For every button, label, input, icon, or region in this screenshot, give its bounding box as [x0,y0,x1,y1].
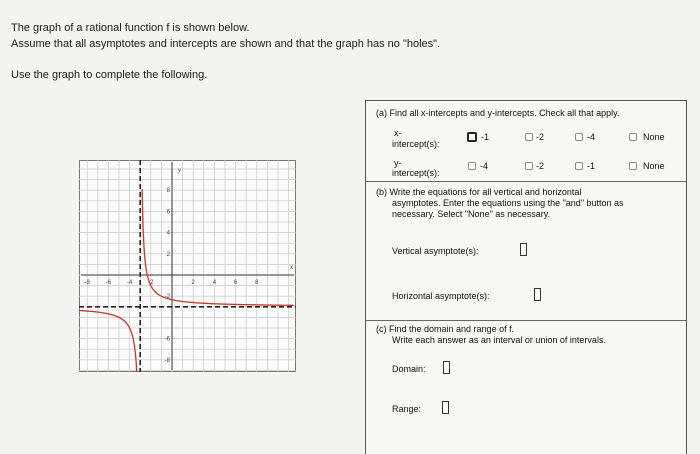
x-intercept-option-none-label: None [643,132,665,142]
x-intercept-option-1-checkbox[interactable] [467,132,477,142]
y-intercept-option-2-checkbox[interactable] [525,162,533,170]
y-intercept-label-line2: intercept(s): [392,168,440,178]
x-tick-label: -4 [126,280,133,286]
x-intercept-option-3-label: -4 [587,132,596,142]
divider-a-b [366,181,686,182]
y-tick-label: -6 [164,336,170,343]
vertical-asymptote-input[interactable] [520,243,527,256]
y-intercept-option-1-checkbox[interactable] [468,162,476,170]
horizontal-asymptote-label: Horizontal asymptote(s): [392,291,490,301]
x-intercept-option-2-checkbox[interactable] [525,133,533,141]
y-intercept-option-2-label: -2 [536,161,545,171]
range-label: Range: [392,404,422,414]
y-tick-label: 6 [166,209,170,216]
x-intercept-option-none-checkbox[interactable] [629,133,637,141]
vertical-asymptote-label: Vertical asymptote(s): [392,246,479,256]
y-intercept-option-none-checkbox[interactable] [629,162,637,170]
y-tick-label: 4 [166,230,170,237]
graph-frame [80,161,296,372]
x-tick-label: -2 [148,280,154,286]
part-b-prompt-line1: (b) Write the equations for all vertical and horizontal [376,187,582,197]
range-input[interactable] [442,401,449,414]
domain-label: Domain: [392,364,426,374]
x-tick-label: 8 [255,280,259,286]
y-axis-label: y [178,166,182,174]
x-intercept-label-line1: x- [394,128,402,138]
x-tick-label: 2 [191,280,195,286]
intro-line-1: The graph of a rational function f is shown below. [11,22,250,34]
x-intercept-option-1-label: -1 [481,132,490,142]
x-tick-label: -8 [84,280,90,286]
part-c-prompt-line1: (c) Find the domain and range of f. [376,324,515,334]
y-tick-label: 2 [166,251,170,258]
y-tick-label: -2 [164,294,170,301]
x-tick-label: 4 [212,280,217,286]
intro-line-3: Use the graph to complete the following. [11,69,208,81]
horizontal-asymptote-input[interactable] [534,288,541,301]
y-intercept-label-line1: y- [394,158,402,168]
x-intercept-option-2-label: -2 [536,132,545,142]
y-intercept-option-none-label: None [643,161,665,171]
divider-b-c [366,320,686,321]
part-c-prompt-line2: Write each answer as an interval or union of intervals. [392,335,606,345]
x-tick-label: 6 [233,280,238,286]
y-intercept-option-3-checkbox[interactable] [575,162,583,170]
part-a-prompt: (a) Find all x-intercepts and y-intercepts. Check all that apply. [376,108,620,118]
y-tick-label: 8 [166,188,170,195]
x-intercept-label-line2: intercept(s): [392,139,440,149]
rational-function-graph [79,160,296,372]
part-b-prompt-line2: asymptotes. Enter the equations using the "and" button as [392,198,624,208]
y-intercept-option-1-label: -4 [480,161,489,171]
x-tick-label: -6 [105,280,112,286]
intro-line-2: Assume that all asymptotes and intercepts are shown and that the graph has no "holes". [11,38,441,50]
y-tick-label: -8 [164,357,170,364]
x-axis-label: x [290,263,294,271]
y-intercept-option-3-label: -1 [587,161,596,171]
answer-panel [365,100,687,454]
part-b-prompt-line3: necessary. Select "None" as necessary. [392,209,551,219]
domain-input[interactable] [443,361,450,374]
x-intercept-option-3-checkbox[interactable] [575,133,583,141]
